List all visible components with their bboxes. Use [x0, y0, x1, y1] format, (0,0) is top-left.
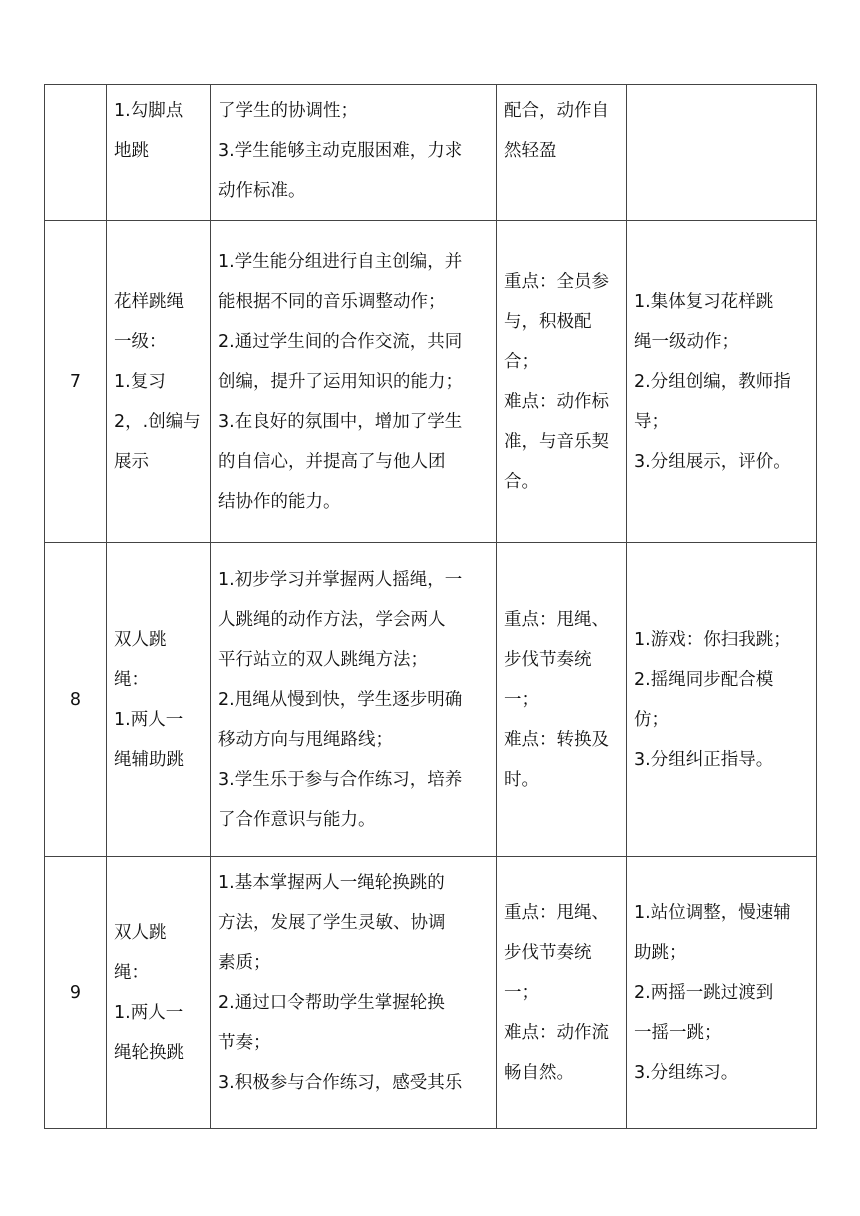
lesson-number-cell [45, 543, 107, 857]
lesson-number: 9 [69, 982, 82, 1003]
lesson-number: 8 [69, 689, 82, 710]
goals-line: 2.甩绳从慢到快，学生逐步明确 [218, 689, 463, 710]
goals-line: 能根据不同的音乐调整动作； [218, 291, 446, 312]
lesson-number: 7 [69, 371, 82, 392]
methods-line: 助跳； [634, 942, 687, 963]
content-cell [107, 221, 211, 543]
methods-cell [627, 85, 817, 221]
focus-line: 与，积极配 [504, 311, 592, 332]
lesson-number-cell [45, 85, 107, 221]
focus-cell [497, 857, 627, 1129]
content-line: 花样跳绳 [114, 291, 184, 312]
focus-line: 难点：转换及 [504, 729, 609, 750]
methods-line: 3.分组纠正指导。 [634, 749, 774, 770]
content-cell [107, 85, 211, 221]
content-line: 绳辅助跳 [114, 749, 184, 770]
focus-line: 畅自然。 [504, 1062, 574, 1083]
goals-line: 结协作的能力。 [218, 491, 341, 512]
table-row [45, 85, 817, 221]
content-line: 1.复习 [114, 371, 166, 392]
goals-line: 了学生的协调性； [218, 101, 358, 121]
goals-line: 平行站立的双人跳绳方法； [218, 649, 428, 670]
methods-line: 1.集体复习花样跳 [634, 291, 774, 312]
goals-line: 1.基本掌握两人一绳轮换跳的 [218, 873, 445, 893]
content-line: 1.两人一 [114, 1002, 184, 1023]
methods-line: 3.分组展示，评价。 [634, 451, 791, 472]
content-line: 双人跳 [114, 629, 167, 650]
content-line: 绳： [114, 962, 149, 983]
table-row [45, 543, 817, 857]
goals-line: 了合作意识与能力。 [218, 809, 376, 830]
focus-line: 合。 [504, 471, 539, 492]
content-cell [107, 543, 211, 857]
lesson-number-cell [45, 857, 107, 1129]
methods-line: 一摇一跳； [634, 1022, 722, 1043]
focus-cell [497, 221, 627, 543]
goals-line: 2.通过学生间的合作交流，共同 [218, 331, 463, 352]
goals-line: 人跳绳的动作方法，学会两人 [218, 609, 446, 630]
content-line: 双人跳 [114, 922, 167, 943]
methods-line: 2.两摇一跳过渡到 [634, 982, 774, 1003]
focus-line: 重点：全员参 [504, 271, 609, 292]
focus-line: 然轻盈 [504, 141, 557, 161]
goals-line: 方法，发展了学生灵敏、协调 [218, 913, 446, 933]
goals-line: 节奏； [218, 1033, 271, 1053]
goals-line: 动作标准。 [218, 181, 306, 201]
goals-line: 3.积极参与合作练习，感受其乐 [218, 1073, 463, 1093]
methods-line: 2.分组创编，教师指 [634, 371, 791, 392]
methods-line: 1.站位调整，慢速辅 [634, 902, 791, 923]
content-line: 绳： [114, 669, 149, 690]
focus-line: 步伐节奏统 [504, 942, 592, 963]
methods-line: 2.摇绳同步配合模 [634, 669, 774, 690]
content-line: 2，.创编与 [114, 411, 201, 432]
methods-line: 导； [634, 411, 669, 432]
methods-cell [627, 543, 817, 857]
content-line: 展示 [114, 451, 149, 472]
goals-line: 素质； [218, 953, 271, 973]
focus-line: 步伐节奏统 [504, 649, 592, 670]
goals-line: 3.学生乐于参与合作练习，培养 [218, 769, 463, 790]
table-row [45, 221, 817, 543]
goals-line: 2.通过口令帮助学生掌握轮换 [218, 993, 445, 1013]
focus-line: 难点：动作流 [504, 1022, 609, 1043]
content-line: 1.两人一 [114, 709, 184, 730]
methods-line: 1.游戏：你扫我跳； [634, 629, 791, 650]
content-cell [107, 857, 211, 1129]
table-row [45, 857, 817, 1129]
methods-line: 仿； [634, 709, 669, 730]
methods-line: 绳一级动作； [634, 331, 739, 352]
goals-line: 3.学生能够主动克服困难，力求 [218, 141, 463, 161]
focus-cell [497, 85, 627, 221]
methods-cell [627, 221, 817, 543]
goals-cell [211, 85, 497, 221]
focus-line: 准，与音乐契 [504, 431, 609, 452]
focus-line: 时。 [504, 769, 539, 790]
focus-line: 合； [504, 351, 539, 372]
goals-line: 的自信心，并提高了与他人团 [218, 451, 446, 472]
content-line: 绳轮换跳 [114, 1042, 184, 1063]
goals-line: 移动方向与甩绳路线； [218, 729, 393, 750]
goals-cell [211, 221, 497, 543]
focus-line: 配合，动作自 [504, 101, 609, 121]
focus-line: 难点：动作标 [504, 391, 609, 412]
lesson-plan-table [44, 84, 817, 1129]
content-line: 一级： [114, 331, 167, 352]
goals-cell [211, 857, 497, 1129]
lesson-number-cell [45, 221, 107, 543]
focus-line: 一； [504, 982, 539, 1003]
focus-line: 重点：甩绳、 [504, 609, 609, 630]
goals-line: 创编，提升了运用知识的能力； [218, 371, 463, 392]
goals-line: 1.学生能分组进行自主创编，并 [218, 251, 463, 272]
methods-cell [627, 857, 817, 1129]
goals-line: 3.在良好的氛围中，增加了学生 [218, 411, 463, 432]
goals-line: 1.初步学习并掌握两人摇绳，一 [218, 569, 463, 590]
content-line: 地跳 [114, 141, 149, 161]
focus-cell [497, 543, 627, 857]
focus-line: 重点：甩绳、 [504, 902, 609, 923]
methods-line: 3.分组练习。 [634, 1062, 739, 1083]
content-line: 1.勾脚点 [114, 101, 184, 121]
goals-cell [211, 543, 497, 857]
focus-line: 一； [504, 689, 539, 710]
